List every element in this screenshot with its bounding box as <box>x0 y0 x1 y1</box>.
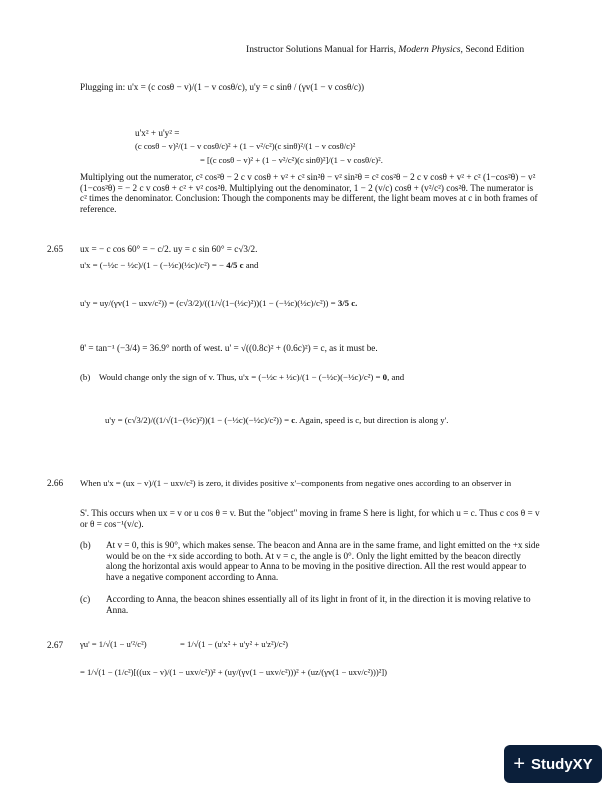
p265-part-b-label: (b) <box>80 372 91 382</box>
sum-mid: (c cosθ − v)²/(1 − v cosθ/c)² + (1 − v²/c²)(c sinθ)²/(1 − v cosθ/c)² <box>135 141 356 151</box>
sum-lhs: u'x² + u'y² = <box>135 128 180 138</box>
problem-number-2-65: 2.65 <box>47 244 64 254</box>
problem-number-2-67: 2.67 <box>47 640 64 650</box>
p266-paragraph: S'. This occurs when ux = v or u cos θ = v. But the "object" moving in frame S here is light, for which u = c. Thus c cos θ = v or θ = cos⁻¹(v/c). <box>80 508 540 529</box>
p267-expression-3: = 1/√(1 − (1/c²)[((ux − v)/(1 − uxv/c²))² + (uy/(γv(1 − uxv/c²)))² + (uz/(γv(1 − uxv/c²)))²]) <box>80 667 388 677</box>
p265-part-b-text: Would change only the sign of v. Thus, u'x = (−½c + ½c)/(1 − (−½c)(−½c)/c²) = <box>98 372 381 382</box>
p267-expression-1: γu' = 1/√(1 − u'²/c²) <box>80 639 147 649</box>
p266-part-b-text: At v = 0, this is 90°, which makes sense. The beacon and Anna are in the same frame, and light emitted on the +x side would be on the +x side according to both. At v = c, the angle is 0°. Only the light emitted by the beacon directly along the horizontal axis would appear to Anna to be moving in the positive direction. All the rest would appear to have a negative component according to Anna. <box>106 540 540 582</box>
p266-part-c-label: (c) <box>80 594 91 604</box>
sum-result <box>200 156 383 166</box>
p265-ux-result: 4/5 c <box>226 260 244 270</box>
p265-ux-prime: u'x = (−½c − ½c)/(1 − (−½c)(½c)/c²) = − <box>80 260 224 270</box>
p266-part-c-text: According to Anna, the beacon shines essentially all of its light in front of it, in the direction it is moving relative to Anna. <box>106 594 531 615</box>
p265-part-b-uy-result: c <box>291 415 296 425</box>
sum-middle-terms <box>135 142 355 152</box>
p265-part-b <box>80 372 404 382</box>
running-header <box>246 44 524 55</box>
p265-part-b-uy: u'y = (c√3/2)/((1/√(1−(½c)²))(1 − (−½c)(−½c)/c²)) = <box>105 415 290 425</box>
p265-components: ux = − c cos 60° = − c/2. uy = c sin 60° = c√3/2. <box>80 244 258 254</box>
p265-part-b-uy-line <box>105 415 448 425</box>
p267-expression-2: = 1/√(1 − (u'x² + u'y² + u'z²)/c²) <box>180 639 289 649</box>
sum-of-squares-equation <box>135 128 179 139</box>
p266-part-b-label: (b) <box>80 540 91 550</box>
studyxy-watermark <box>504 745 602 783</box>
plus-icon: + <box>513 752 525 775</box>
p265-ux-prime-line <box>80 260 258 270</box>
plugging-in-line <box>80 82 364 93</box>
p266-first-line <box>80 478 511 488</box>
p265-part-b-result: 0 <box>382 372 388 382</box>
problem-number-2-66: 2.66 <box>47 478 64 488</box>
p265-part-b-and: , and <box>387 372 405 382</box>
numerator-denominator-paragraph: Multiplying out the numerator, c² cos²θ − 2 c v cosθ + v² + c² sin²θ − v² sin²θ = c² cos²θ − 2 c v cosθ + v² + c² (1−cos²θ) − v² (1−cos²θ) = − 2 c v cosθ + c² + v² cos²θ. Multiplying out the denominator, 1 − 2 (v/c) cosθ + (v²/c²) cos²θ. The numerator is c² times the denominator. Conclusion: Though the components may be different, the light beam moves at c in both frames of reference. <box>80 172 538 214</box>
p265-theta-line: θ' = tan⁻¹ (−3/4) = 36.9° north of west. u' = √((0.8c)² + (0.6c)²) = c, as it must be. <box>80 343 378 353</box>
p265-line1 <box>80 244 257 255</box>
p266-rest: is zero, it divides positive x'−components from negative ones according to an observer in <box>197 478 512 488</box>
p266-when: When <box>80 478 102 488</box>
uy-prime-equation: u'y = c sinθ / (γv(1 − v cosθ/c)) <box>249 82 365 92</box>
p265-uy-result: 3/5 c. <box>337 298 358 308</box>
p265-and: and <box>245 260 259 270</box>
sum-rhs: = [(c cosθ − v)² + (1 − v²/c²)(c sinθ)²]/(1 − v cosθ/c)². <box>200 155 383 165</box>
ux-prime-equation: u'x = (c cosθ − v)/(1 − v cosθ/c), <box>127 82 248 92</box>
header-book-title: Modern Physics <box>398 44 461 55</box>
plugging-label: Plugging in: <box>80 82 126 92</box>
watermark-label: StudyXY <box>531 755 593 773</box>
p265-uy-prime-line <box>80 298 357 308</box>
p266-expression: u'x = (ux − v)/(1 − uxv/c²) <box>103 478 196 488</box>
header-edition: , Second Edition <box>460 44 525 55</box>
header-text: Instructor Solutions Manual for Harris, <box>246 44 399 55</box>
p265-part-b-tail: . Again, speed is c, but direction is along y'. <box>295 415 449 425</box>
p265-uy-prime: u'y = uy/(γv(1 − uxv/c²)) = (c√3/2)/((1/√(1−(½c)²))(1 − (−½c)(½c)/c²)) = <box>80 298 336 308</box>
